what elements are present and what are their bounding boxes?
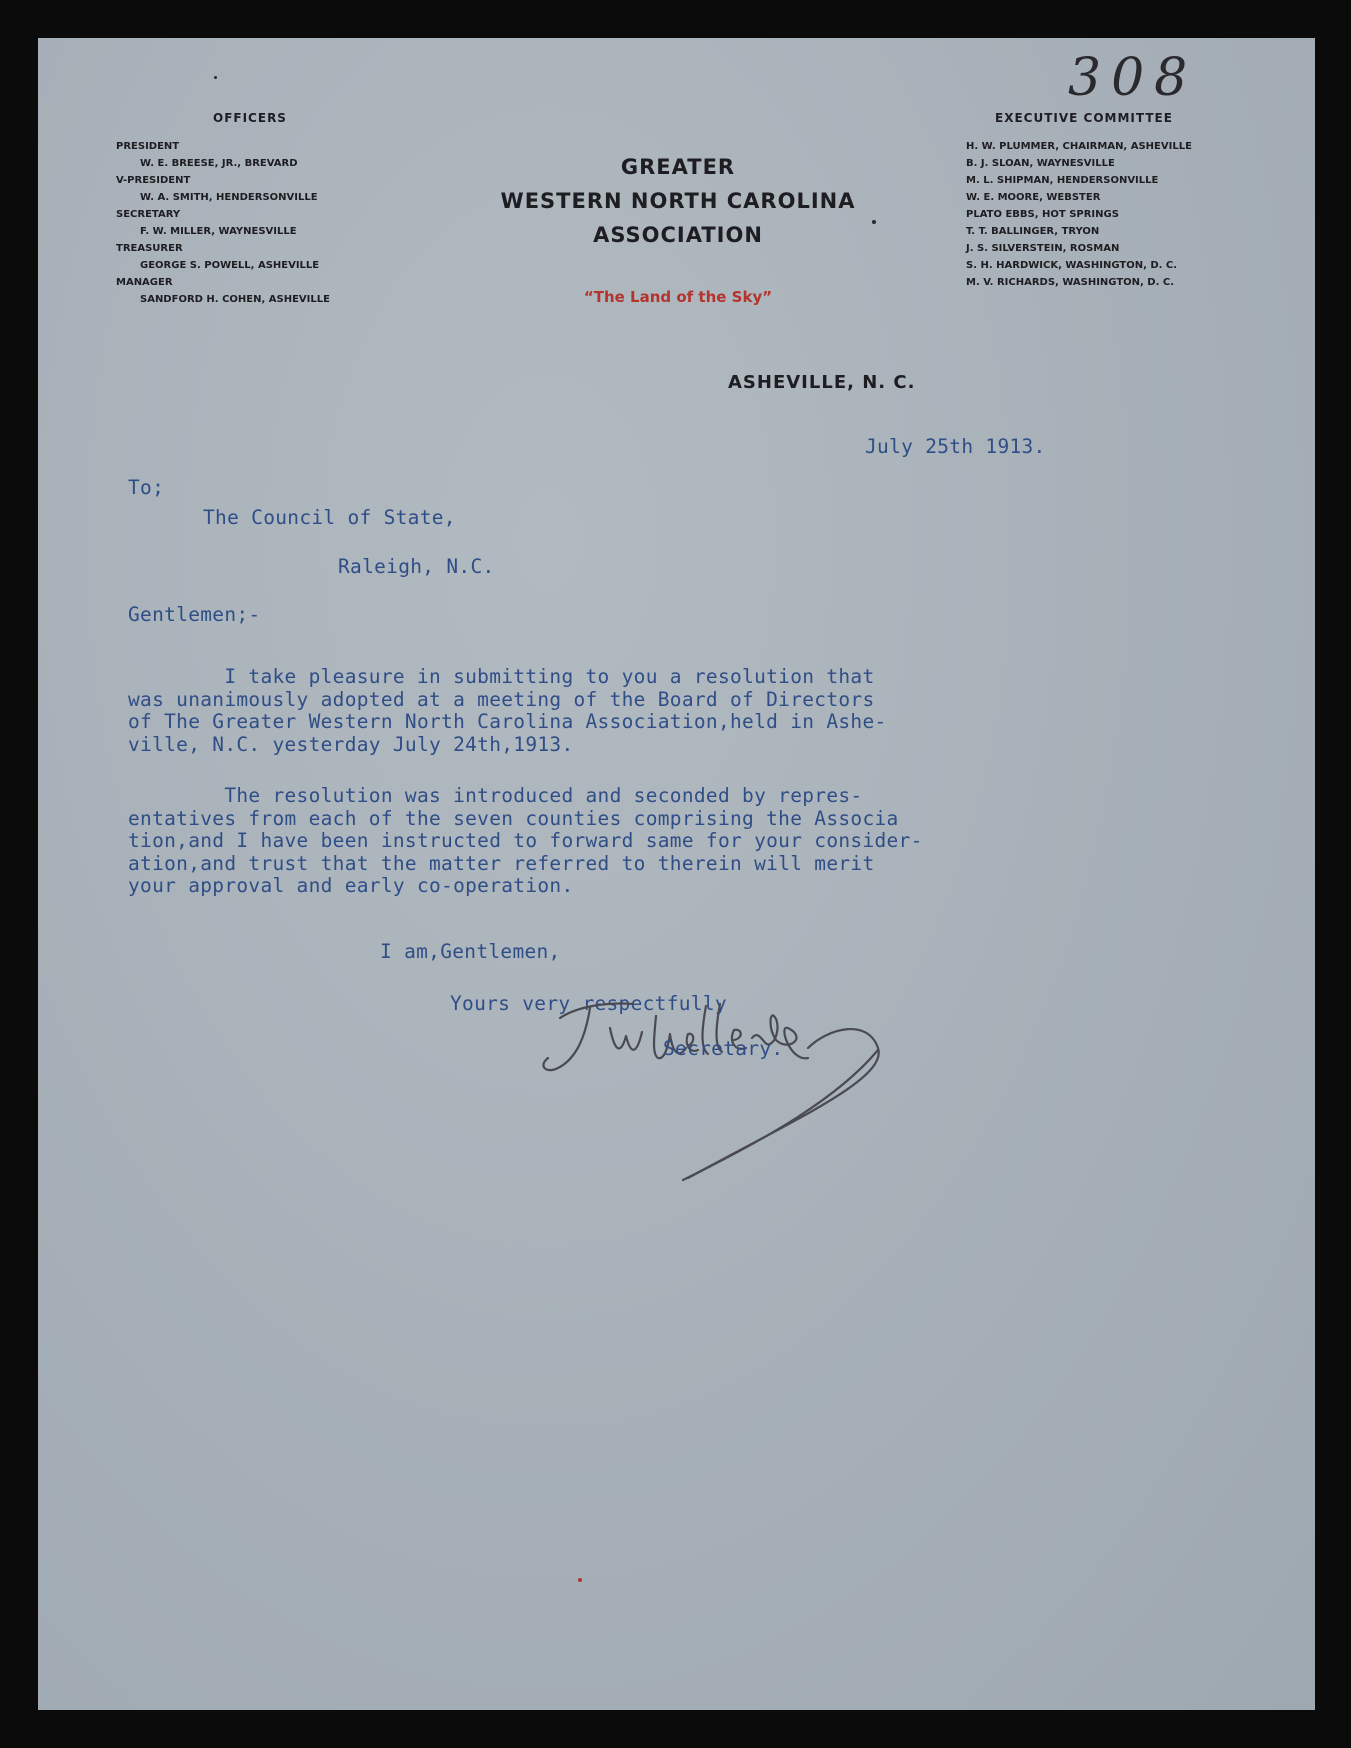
to-line: To; bbox=[128, 476, 165, 499]
committee-member: J. S. SILVERSTEIN, ROSMAN bbox=[966, 243, 1120, 254]
officers-list bbox=[116, 138, 330, 308]
officer-role: TREASURER bbox=[116, 243, 183, 254]
ink-dot bbox=[578, 1578, 582, 1582]
officer-role: PRESIDENT bbox=[116, 141, 180, 152]
committee-member: M. V. RICHARDS, WASHINGTON, D. C. bbox=[966, 277, 1175, 288]
officer-name: W. A. SMITH, HENDERSONVILLE bbox=[140, 192, 318, 203]
officer-role: V-PRESIDENT bbox=[116, 175, 191, 186]
officer-name: SANDFORD H. COHEN, ASHEVILLE bbox=[140, 294, 330, 305]
committee-member: B. J. SLOAN, WAYNESVILLE bbox=[966, 158, 1115, 169]
signer-title: Secretary. bbox=[663, 1037, 784, 1060]
officers-title: OFFICERS bbox=[213, 111, 287, 125]
committee-member: H. W. PLUMMER, CHAIRMAN, ASHEVILLE bbox=[966, 141, 1192, 152]
committee-member: T. T. BALLINGER, TRYON bbox=[966, 226, 1100, 237]
page-number: 308 bbox=[1068, 48, 1198, 108]
salutation: Gentlemen;- bbox=[128, 603, 261, 626]
officer-name: F. W. MILLER, WAYNESVILLE bbox=[140, 226, 297, 237]
body-paragraph-2: The resolution was introduced and seconded by repres- entatives from each of the seven counties comprising the Associa tion,and I have been instructed to forward same for your consider- ation,and trust that the matter referred to therein will merit your approval and early co-operation. bbox=[128, 784, 923, 897]
executive-committee-list bbox=[966, 138, 1192, 291]
addressee: The Council of State, bbox=[203, 506, 456, 529]
officer-role: MANAGER bbox=[116, 277, 173, 288]
committee-member: M. L. SHIPMAN, HENDERSONVILLE bbox=[966, 175, 1159, 186]
letterhead-city: ASHEVILLE, N. C. bbox=[728, 372, 916, 393]
executive-committee-title: EXECUTIVE COMMITTEE bbox=[995, 111, 1173, 125]
org-name-line: GREATER bbox=[620, 155, 736, 179]
committee-member: W. E. MOORE, WEBSTER bbox=[966, 192, 1101, 203]
address: Raleigh, N.C. bbox=[338, 555, 495, 578]
letter-date: July 25th 1913. bbox=[865, 435, 1046, 458]
motto: “The Land of the Sky” bbox=[583, 288, 773, 306]
letter-page bbox=[38, 38, 1315, 1710]
officer-name: GEORGE S. POWELL, ASHEVILLE bbox=[140, 260, 320, 271]
closing-line: I am,Gentlemen, bbox=[380, 940, 561, 963]
handwritten-signature bbox=[538, 988, 938, 1188]
ink-dot bbox=[872, 220, 876, 224]
ink-dot bbox=[214, 76, 217, 79]
organization-name bbox=[468, 150, 888, 252]
body-paragraph-1: I take pleasure in submitting to you a resolution that was unanimously adopted at a meeting of the Board of Directors of The Greater Western North Carolina Association,held in Ashe- ville, N.C. yesterday July 24th,1913. bbox=[128, 665, 887, 756]
officer-role: SECRETARY bbox=[116, 209, 181, 220]
officer-name: W. E. BREESE, JR., BREVARD bbox=[140, 158, 298, 169]
committee-member: PLATO EBBS, HOT SPRINGS bbox=[966, 209, 1119, 220]
org-name-line: ASSOCIATION bbox=[593, 223, 763, 247]
valediction: Yours very respectfully bbox=[450, 992, 727, 1015]
org-name-line: WESTERN NORTH CAROLINA bbox=[500, 189, 856, 213]
committee-member: S. H. HARDWICK, WASHINGTON, D. C. bbox=[966, 260, 1178, 271]
